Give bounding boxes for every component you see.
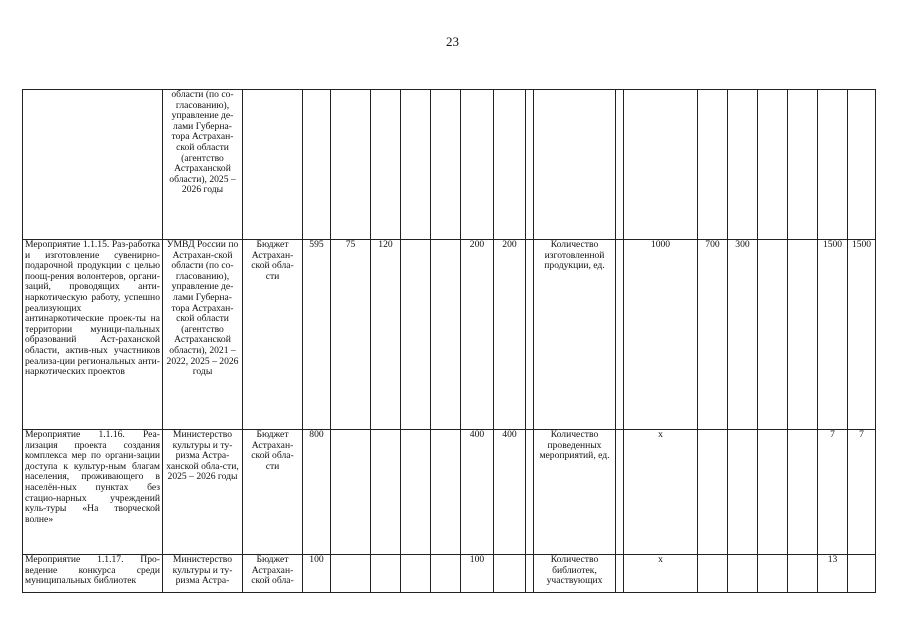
page-number: 23: [446, 34, 459, 49]
executor-cell: Министерство культуры и ту-ризма Астра-: [163, 555, 243, 593]
funding-source-cell: Бюджет Астрахан-ской обла-сти: [243, 240, 303, 430]
indicator-value-cell: 300: [728, 240, 758, 430]
funding-source-cell: Бюджет Астрахан-ской обла-сти: [243, 430, 303, 555]
funding-amount-cell: [401, 90, 431, 240]
indicator-value-cell: [728, 555, 758, 593]
gap-cell: [616, 240, 624, 430]
gap-cell: [616, 430, 624, 555]
table-row: [23, 430, 876, 555]
funding-amount-cell: [331, 555, 371, 593]
indicator-value-cell: [848, 90, 876, 240]
funding-amount-cell: 200: [461, 240, 494, 430]
indicator-value-cell: [758, 90, 788, 240]
executor-cell: области (по со-гласованию), управление де-лами Губерна-тора Астрахан-ской области (агентство Астраханской области), 2025 – 2026 годы: [163, 90, 243, 240]
table-row: [23, 555, 876, 593]
indicator-cell: Количество библиотек, участвующих: [534, 555, 616, 593]
indicator-value-cell: 1500: [848, 240, 876, 430]
funding-amount-cell: [431, 240, 461, 430]
funding-amount-cell: 200: [494, 240, 526, 430]
indicator-value-cell: 7: [848, 430, 876, 555]
indicator-value-cell: х: [624, 555, 698, 593]
funding-amount-cell: [494, 90, 526, 240]
indicator-value-cell: 700: [698, 240, 728, 430]
indicator-value-cell: [624, 90, 698, 240]
funding-amount-cell: [494, 555, 526, 593]
indicator-value-cell: [698, 555, 728, 593]
table-row: [23, 90, 876, 240]
indicator-cell: Количество проведенных мероприятий, ед.: [534, 430, 616, 555]
indicator-value-cell: 13: [818, 555, 848, 593]
executor-cell: УМВД России по Астрахан-ской области (по со-гласованию), управление де-лами Губерна-тора Астрахан-ской области (агентство Астраханской области), 2021 – 2022, 2025 – 2026 годы: [163, 240, 243, 430]
indicator-value-cell: [728, 90, 758, 240]
indicator-value-cell: [698, 430, 728, 555]
funding-amount-cell: 595: [303, 240, 331, 430]
table-row: [23, 240, 876, 430]
gap-cell: [616, 90, 624, 240]
activity-description: Мероприятие 1.1.16. Реа-лизация проекта создания комплекса мер по органи-зации доступа к культур-ным благам населения, проживающего в населён-ных пунктах без стацио-нарных учреждений куль-туры «На творческой волне»: [23, 430, 163, 555]
funding-amount-cell: [303, 90, 331, 240]
indicator-cell: Количество изготовленной продукции, ед.: [534, 240, 616, 430]
funding-amount-cell: 75: [331, 240, 371, 430]
indicator-value-cell: [758, 240, 788, 430]
indicator-value-cell: [788, 240, 818, 430]
indicator-value-cell: 7: [818, 430, 848, 555]
funding-amount-cell: 800: [303, 430, 331, 555]
funding-amount-cell: [331, 90, 371, 240]
indicator-value-cell: [788, 430, 818, 555]
funding-amount-cell: [431, 555, 461, 593]
funding-amount-cell: [371, 430, 401, 555]
funding-amount-cell: 400: [494, 430, 526, 555]
indicator-value-cell: [818, 90, 848, 240]
indicator-value-cell: [848, 555, 876, 593]
indicator-value-cell: 1000: [624, 240, 698, 430]
funding-amount-cell: [431, 430, 461, 555]
indicator-cell: [534, 90, 616, 240]
funding-source-cell: [243, 90, 303, 240]
funding-amount-cell: [431, 90, 461, 240]
indicator-value-cell: [788, 90, 818, 240]
indicator-value-cell: [698, 90, 728, 240]
funding-amount-cell: 120: [371, 240, 401, 430]
indicator-value-cell: х: [624, 430, 698, 555]
executor-cell: Министерство культуры и ту-ризма Астра-ханской обла-сти, 2025 – 2026 годы: [163, 430, 243, 555]
program-activities-table: [22, 89, 876, 593]
funding-amount-cell: [461, 90, 494, 240]
gap-cell: [616, 555, 624, 593]
gap-cell: [526, 240, 534, 430]
indicator-value-cell: [728, 430, 758, 555]
activity-description: [23, 90, 163, 240]
activity-description: Мероприятие 1.1.15. Раз-работка и изготовление сувенирно-подарочной продукции с целью поощ-рения волонтеров, органи-заций, проводящих анти-наркотическую работу, успешно реализующих антинаркотические проек-ты на территории муници-пальных образований Аст-раханской области, актив-ных участников реализа-ции региональных анти-наркотических проектов: [23, 240, 163, 430]
funding-amount-cell: [401, 430, 431, 555]
funding-amount-cell: 400: [461, 430, 494, 555]
gap-cell: [526, 90, 534, 240]
funding-amount-cell: 100: [461, 555, 494, 593]
funding-amount-cell: [401, 555, 431, 593]
gap-cell: [526, 555, 534, 593]
indicator-value-cell: [788, 555, 818, 593]
gap-cell: [526, 430, 534, 555]
activity-description: Мероприятие 1.1.17. Про-ведение конкурса среди муниципальных библиотек: [23, 555, 163, 593]
funding-amount-cell: [371, 555, 401, 593]
funding-amount-cell: 100: [303, 555, 331, 593]
indicator-value-cell: [758, 555, 788, 593]
funding-amount-cell: [401, 240, 431, 430]
funding-source-cell: Бюджет Астрахан-ской обла-: [243, 555, 303, 593]
funding-amount-cell: [371, 90, 401, 240]
funding-amount-cell: [331, 430, 371, 555]
indicator-value-cell: [758, 430, 788, 555]
indicator-value-cell: 1500: [818, 240, 848, 430]
